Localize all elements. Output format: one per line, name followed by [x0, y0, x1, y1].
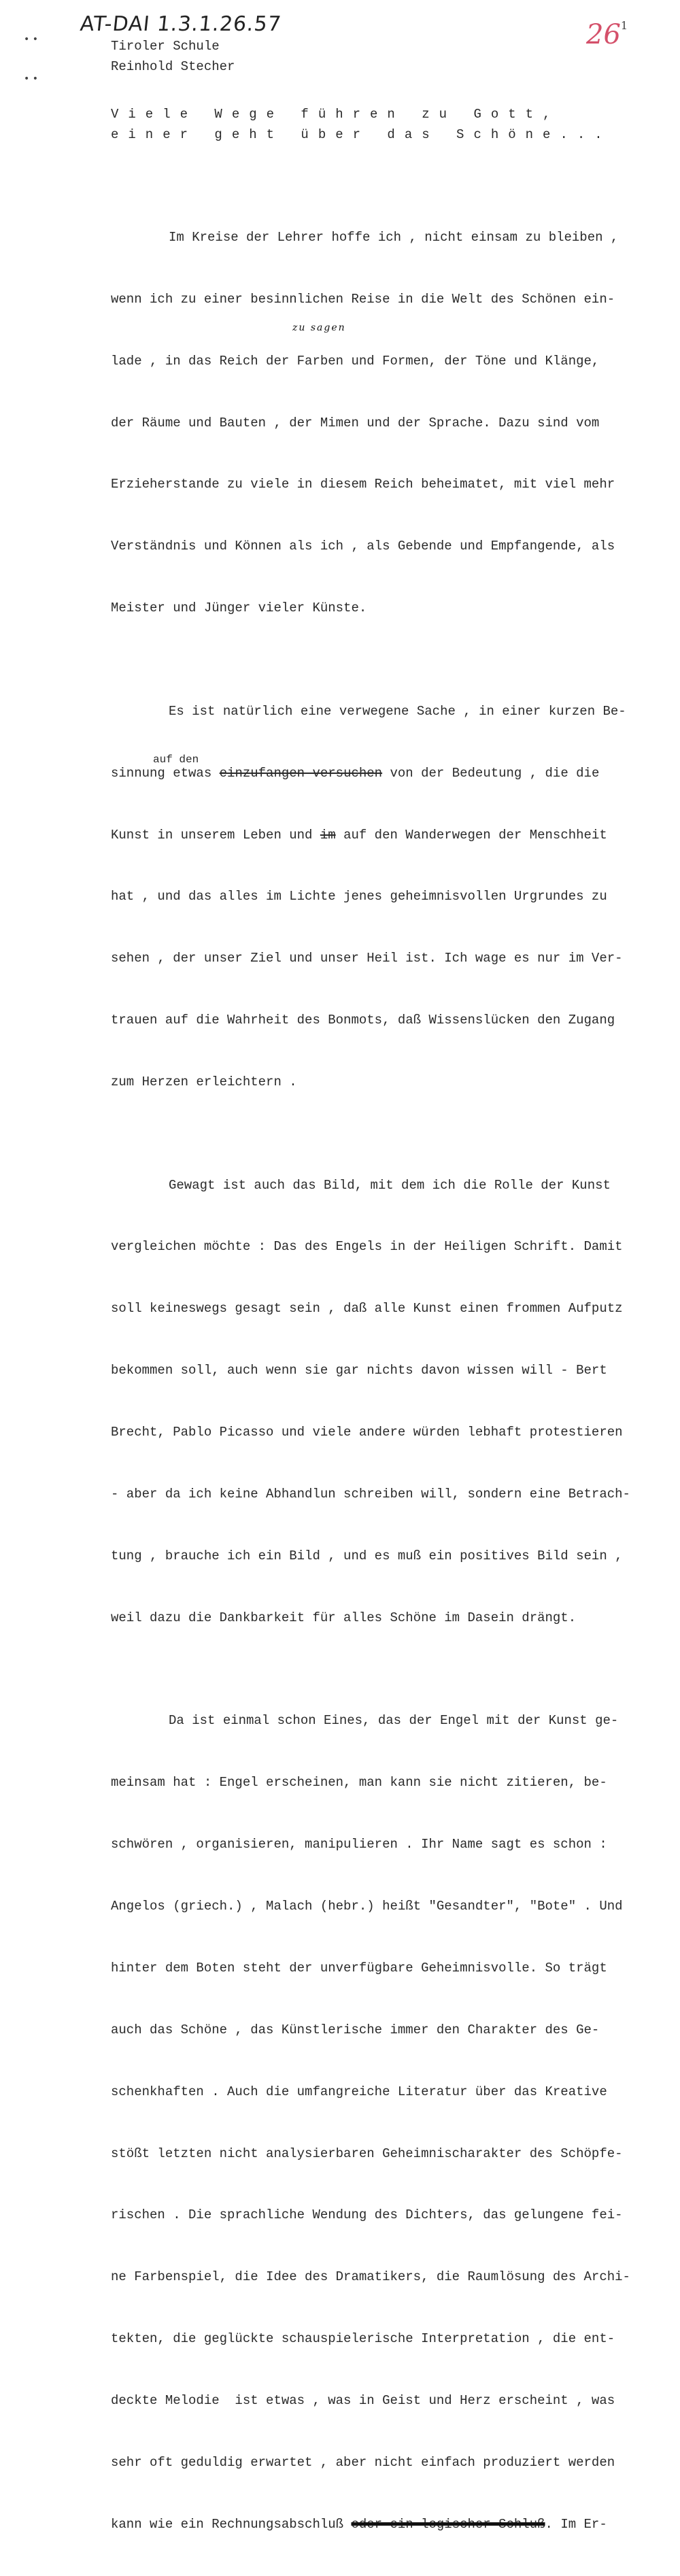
title-line-1: Viele Wege führen zu Gott, — [111, 107, 560, 122]
text-line: zum Herzen erleichtern . — [111, 1074, 297, 1090]
text-line — [111, 2514, 655, 2535]
text-line: lade , in das Reich der Farben und Formen, der Töne und Klänge, — [111, 353, 600, 369]
text-line: Verständnis und Können als ich , als Gebende und Empfangende, als — [111, 539, 615, 554]
text-line: sehen , der unser Ziel und unser Heil ist. Ich wage es nur im Ver- — [111, 951, 623, 966]
text-line: wenn ich zu einer besinnlichen Reise in die Welt des Schönen ein- — [111, 291, 615, 307]
punch-mark-top: • • — [24, 34, 38, 45]
text-line: schenkhaften . Auch die umfangreiche Literatur über das Kreative — [111, 2084, 607, 2099]
text-line: soll keineswegs gesagt sein , daß alle Kunst einen frommen Aufputz — [111, 1301, 623, 1317]
text-line: meinsam hat : Engel erscheinen, man kann sie nicht zitieren, be- — [111, 1775, 607, 1791]
text-line: vergleichen möchte : Das des Engels in der Heiligen Schrift. Damit — [111, 1239, 623, 1255]
text-line: Da ist einmal schon Eines, das der Engel mit der Kunst ge- — [169, 1713, 619, 1729]
text-line: weil dazu die Dankbarkeit für alles Schöne im Dasein drängt. — [111, 1610, 577, 1625]
text-line: trauen auf die Wahrheit des Bonmots, daß Wissenslücken den Zugang — [111, 1013, 615, 1028]
text-line: hat , und das alles im Lichte jenes geheimnisvollen Urgrundes zu — [111, 889, 607, 904]
header-school: Tiroler Schule — [111, 39, 220, 54]
text-line: ne Farbenspiel, die Idee des Dramatikers, die Raumlösung des Archi- — [111, 2269, 630, 2285]
struck-text: oder ein logischer Schluß — [351, 2516, 545, 2532]
text-line: Meister und Jünger vieler Künste. — [111, 600, 367, 616]
struck-text: im — [320, 827, 336, 843]
text-fragment: kann wie ein Rechnungsabschluß — [111, 2516, 352, 2532]
text-fragment: sinnung etwas — [111, 765, 220, 781]
title-line-2: einer geht über das Schöne... — [111, 127, 612, 142]
text-line: tekten, die geglückte schauspielerische Interpretation , die ent- — [111, 2331, 615, 2347]
text-line: Es ist natürlich eine verwegene Sache , in einer kurzen Be- — [169, 703, 626, 719]
text-line: Erzieherstande zu viele in diesem Reich beheimatet, mit viel mehr — [111, 477, 615, 492]
text-line: sehr oft geduldig erwartet , aber nicht einfach produziert werden — [111, 2454, 615, 2470]
header-author: Reinhold Stecher — [111, 59, 235, 74]
handwritten-insertion: zu sagen — [292, 322, 346, 333]
body-text — [111, 165, 655, 2576]
text-line: schwören , organisieren, manipulieren . Ihr Name sagt es schon : — [111, 1837, 607, 1852]
text-fragment: auf den Wanderwegen der Menschheit — [335, 827, 607, 843]
text-line: tung , brauche ich ein Bild , und es muß ein positives Bild sein , — [111, 1548, 623, 1563]
text-fragment: Kunst in unserem Leben und — [111, 827, 320, 843]
archive-reference: AT-DAI 1.3.1.26.57 — [79, 12, 283, 36]
punch-mark-bottom: • • — [24, 73, 38, 84]
page-number-sub: 1 — [620, 19, 628, 32]
page-number-main: 26 — [586, 19, 621, 50]
handwritten-page-number — [586, 19, 628, 50]
text-line: hinter dem Boten steht der unverfügbare Geheimnisvolle. So trägt — [111, 1960, 607, 1976]
text-fragment: . Im Er- — [545, 2516, 607, 2532]
text-line: auch das Schöne , das Künstlerische immer den Charakter des Ge- — [111, 2022, 600, 2037]
text-fragment: von der Bedeutung , die die — [382, 765, 600, 781]
text-line — [111, 825, 655, 845]
text-line: Gewagt ist auch das Bild, mit dem ich die Rolle der Kunst — [169, 1177, 611, 1193]
text-line: Brecht, Pablo Picasso und viele andere würden lebhaft protestieren — [111, 1425, 623, 1440]
text-line: Im Kreise der Lehrer hoffe ich , nicht einsam zu bleiben , — [169, 229, 619, 245]
text-line: - aber da ich keine Abhandlun schreiben will, sondern eine Betrach- — [111, 1487, 630, 1502]
text-line: stößt letzten nicht analysierbaren Geheimnischarakter des Schöpfe- — [111, 2146, 623, 2161]
text-line: Angelos (griech.) , Malach (hebr.) heißt "Gesandter", "Bote" . Und — [111, 1898, 623, 1914]
struck-text: einzufangen versuchen — [219, 765, 383, 781]
text-line: bekommen soll, auch wenn sie gar nichts davon wissen will - Bert — [111, 1363, 607, 1378]
text-line: deckte Melodie ist etwas , was in Geist und Herz erscheint , was — [111, 2393, 615, 2409]
typed-insertion: auf den — [153, 753, 199, 766]
text-line — [111, 763, 655, 783]
text-line: der Räume und Bauten , der Mimen und der Sprache. Dazu sind vom — [111, 415, 600, 430]
text-line: rischen . Die sprachliche Wendung des Dichters, das gelungene fei- — [111, 2207, 623, 2223]
